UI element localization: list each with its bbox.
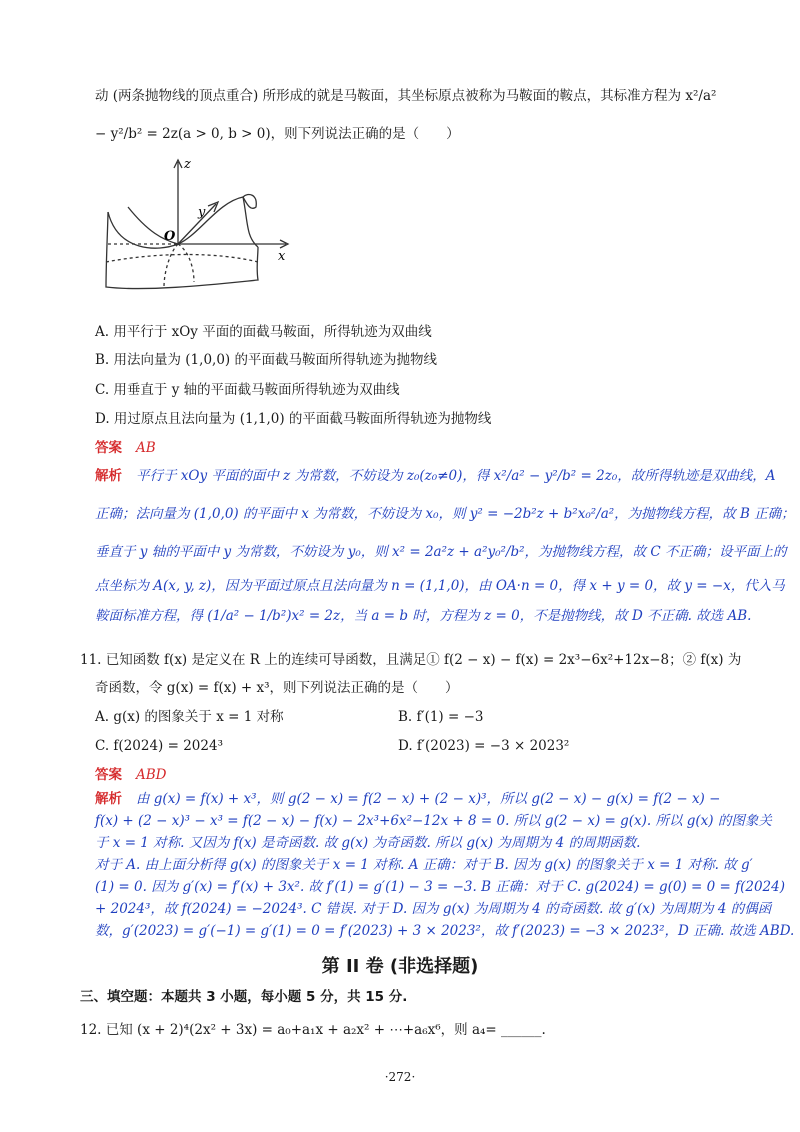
figure-label-o: O — [164, 229, 176, 244]
intro-line-1: 动 (两条抛物线的顶点重合) 所形成的就是马鞍面，其坐标原点被称为马鞍面的鞍点，其标准方程为 x²/a² — [95, 88, 717, 104]
q11-solution-label: 解析 — [95, 791, 122, 807]
q11-stem-line-2: 奇函数，令 g(x) = f(x) + x³，则下列说法正确的是（ ） — [95, 680, 459, 696]
q11-solution-line-4: 对于 A. 由上面分析得 g(x) 的图象关于 x = 1 对称. A 正确：对于 B. 因为 g(x) 的图象关于 x = 1 对称. 故 g′ — [95, 857, 753, 873]
q11-option-b: B. f′(1) = −3 — [398, 709, 484, 725]
q11-solution-line-1: 解析 由 g(x) = f(x) + x³，则 g(2 − x) = f(2 − x) + (2 − x)³，所以 g(2 − x) − g(x) = f(2 − x) − — [95, 791, 721, 807]
q10-solution-line-2: 正确；法向量为 (1,0,0) 的平面中 x 为常数，不妨设为 x₀，则 y² = −2b²z + b²x₀²/a²，为抛物线方程，故 B 正确； — [95, 506, 795, 522]
q10-solution-line-3: 垂直于 y 轴的平面中 y 为常数，不妨设为 y₀，则 x² = 2a²z + a²y₀²/b²，为抛物线方程，故 C 不正确；设平面上的 — [95, 544, 787, 560]
q11-stem-line-1: 11. 已知函数 f(x) 是定义在 R 上的连续可导函数，且满足① f(2 − x) − f(x) = 2x³−6x²+12x−8；② f(x) 为 — [80, 652, 742, 668]
q10-option-c: C. 用垂直于 y 轴的平面截马鞍面所得轨迹为双曲线 — [95, 382, 400, 398]
q12-stem: 12. 已知 (x + 2)⁴(2x² + 3x) = a₀+a₁x + a₂x² + ⋯+a₆x⁶，则 a₄= ______. — [80, 1022, 546, 1038]
figure-label-y: y — [198, 205, 206, 220]
figure-label-z: z — [184, 157, 191, 172]
q10-answer — [95, 438, 156, 458]
q10-solution-line-5: 鞍面标准方程，得 (1/a² − 1/b²)x² = 2z，当 a = b 时，方程为 z = 0，不是抛物线，故 D 不正确. 故选 AB. — [95, 608, 752, 624]
q10-solution-line-1: 解析 平行于 xOy 平面的面中 z 为常数，不妨设为 z₀(z₀≠0)，得 x²/a² − y²/b² = 2z₀，故所得轨迹是双曲线，A — [95, 468, 776, 484]
page-number: ·272· — [384, 1070, 416, 1084]
q10-option-a: A. 用平行于 xOy 平面的面截马鞍面，所得轨迹为双曲线 — [95, 324, 432, 340]
section-heading: 三、填空题：本题共 3 小题，每小题 5 分，共 15 分. — [80, 989, 408, 1005]
q11-solution-line-2: f(x) + (2 − x)³ − x³ = f(2 − x) − f(x) − 2x³+6x²−12x + 8 = 0. 所以 g(2 − x) = g(x). 所以 g(x) 的图象关 — [95, 813, 772, 829]
q10-solution-line-4: 点坐标为 A(x, y, z)，因为平面过原点且法向量为 n = (1,1,0)，由 OA·n = 0，得 x + y = 0，故 y = −x，代入马 — [95, 578, 785, 594]
q11-solution-line-7: 数，g′(2023) = g′(−1) = g′(1) = 0 = f′(2023) + 3 × 2023²，故 f′(2023) = −3 × 2023²，D 正确. 故选 ABD. — [95, 923, 795, 939]
q10-option-b: B. 用法向量为 (1,0,0) 的平面截马鞍面所得轨迹为抛物线 — [95, 352, 437, 368]
q11-solution-line-3: 于 x = 1 对称. 又因为 f(x) 是奇函数. 故 g(x) 为奇函数. 所以 g(x) 为周期为 4 的周期函数. — [95, 835, 641, 851]
q10-option-d: D. 用过原点且法向量为 (1,1,0) 的平面截马鞍面所得轨迹为抛物线 — [95, 411, 492, 427]
q11-option-c: C. f(2024) = 2024³ — [95, 738, 223, 754]
q11-option-d: D. f′(2023) = −3 × 2023² — [398, 738, 570, 754]
q11-solution-line-5: (1) = 0. 因为 g′(x) = f′(x) + 3x². 故 f′(1) = g′(1) − 3 = −3. B 正确：对于 C. g(2024) = g(0) = 0 = f(2024) — [95, 879, 785, 895]
q11-option-a: A. g(x) 的图象关于 x = 1 对称 — [95, 709, 284, 725]
saddle-surface-figure — [98, 152, 298, 312]
q10-answer-label: 答案 — [95, 440, 122, 456]
q10-solution-label: 解析 — [95, 468, 122, 484]
q11-answer — [95, 765, 167, 785]
section-title: 第 II 卷 (非选择题) — [321, 956, 479, 977]
intro-line-2: − y²/b² = 2z(a > 0, b > 0)，则下列说法正确的是（ ） — [95, 126, 460, 142]
q11-answer-value: ABD — [136, 767, 167, 783]
q11-solution-line-6: + 2024³，故 f(2024) = −2024³. C 错误. 对于 D. 因为 g(x) 为周期为 4 的奇函数. 故 g′(x) 为周期为 4 的偶函 — [95, 901, 772, 917]
q11-answer-label: 答案 — [95, 767, 122, 783]
q10-answer-value: AB — [136, 440, 156, 456]
figure-label-x: x — [278, 249, 286, 264]
